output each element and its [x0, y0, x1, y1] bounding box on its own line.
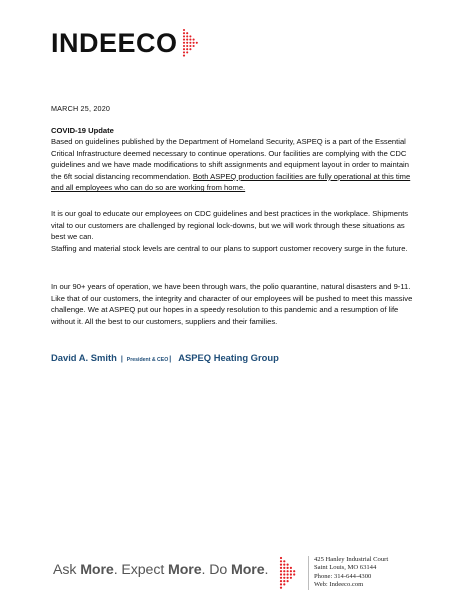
dot	[280, 557, 282, 559]
dot	[287, 573, 289, 575]
dot	[195, 42, 197, 44]
dot	[182, 48, 184, 50]
dot	[280, 567, 282, 569]
address-line: Web: Indeeco.com	[314, 581, 364, 589]
paragraph-history: In our 90+ years of operation, we have been through wars, the polio quarantine, natural disasters and 9-11. Like that of our customers, the integrity and character of our employees will be pushed to meet this massive challenge. We at ASPEQ put our hopes in a speedy resolution to this pandemic and a resumption of life without it. All the best to our customers, suppliers and their families.	[51, 282, 413, 326]
dot	[186, 42, 188, 44]
dot	[186, 35, 188, 37]
signature-separator: |	[169, 356, 172, 363]
tagline-emphasis: More	[80, 562, 114, 578]
dot	[280, 564, 282, 566]
dot	[283, 560, 285, 562]
dot	[189, 42, 191, 44]
paragraph-education-b: Staffing and material stock levels are central to our plans to support customer recovery surge in the future.	[51, 243, 408, 253]
footer-dot-arrow-icon	[279, 556, 303, 590]
dot	[186, 39, 188, 41]
dot	[280, 587, 282, 589]
dot	[290, 577, 292, 579]
dot	[182, 51, 184, 53]
dot	[283, 583, 285, 585]
paragraph-operations-underlined: Both ASPEQ production facilities are fully operational at this time and all employees who can do so are working from home.	[51, 171, 411, 193]
address-line: 425 Hanley Industrial Court	[314, 556, 389, 563]
dot	[280, 580, 282, 582]
letter-heading: COVID-19 Update	[51, 126, 114, 135]
dot	[182, 39, 184, 41]
dot	[280, 560, 282, 562]
dot	[192, 42, 194, 44]
dot	[182, 29, 184, 31]
tagline-emphasis: More	[230, 562, 265, 578]
dot	[283, 570, 285, 572]
dot	[189, 35, 191, 37]
tagline-part: .	[264, 562, 269, 578]
dot	[287, 570, 289, 572]
dot	[182, 35, 184, 37]
footer-address	[314, 556, 388, 590]
paragraph-education	[51, 208, 415, 254]
dot	[186, 48, 188, 50]
logo-wordmark: INDEECO	[51, 27, 178, 58]
tagline-part: . Do	[201, 562, 231, 578]
address-line: Saint Louis, MO 63144	[314, 564, 377, 572]
dot	[280, 573, 282, 575]
dot	[182, 32, 184, 34]
dot	[290, 567, 292, 569]
dot	[287, 580, 289, 582]
dot	[182, 55, 184, 57]
paragraph-education-a: It is our goal to educate our employees on CDC guidelines and best practices in the workplace. Shipments vital to our customers are challenged by regional lock-downs, but we will work through these situations as best we can.	[51, 209, 409, 242]
dot	[283, 567, 285, 569]
dot	[192, 39, 194, 41]
dot	[283, 577, 285, 579]
tagline-part: Ask	[53, 562, 81, 578]
dot	[182, 42, 184, 44]
letter-date: MARCH 25, 2020	[51, 104, 111, 113]
dot	[186, 32, 188, 34]
tagline-part: . Expect	[113, 562, 169, 578]
dot	[189, 45, 191, 47]
dot	[287, 577, 289, 579]
company-logo	[51, 28, 208, 58]
dot	[283, 573, 285, 575]
dot	[290, 570, 292, 572]
paragraph-operations	[51, 136, 415, 194]
address-line: Phone: 314-644-4300	[314, 572, 372, 580]
dot	[283, 564, 285, 566]
tagline-emphasis: More	[168, 562, 202, 578]
footer-tagline	[53, 562, 268, 578]
dot	[186, 51, 188, 53]
dot	[280, 577, 282, 579]
dot	[283, 580, 285, 582]
dot	[186, 45, 188, 47]
signer-role: President & CEO	[126, 357, 169, 363]
dot	[287, 564, 289, 566]
footer-divider	[308, 556, 309, 590]
dot	[189, 48, 191, 50]
dot	[280, 583, 282, 585]
dot	[293, 570, 295, 572]
logo-dot-arrow-icon	[182, 28, 208, 58]
dot	[287, 567, 289, 569]
signer-name: David A. Smith	[51, 352, 117, 363]
dot	[192, 45, 194, 47]
signature-line	[51, 352, 279, 363]
signature-separator: |	[120, 356, 123, 363]
dot	[293, 573, 295, 575]
dot	[189, 39, 191, 41]
dot	[280, 570, 282, 572]
signer-company: ASPEQ Heating Group	[178, 352, 279, 363]
dot	[182, 45, 184, 47]
dot	[290, 573, 292, 575]
paragraph-operations-main: Based on guidelines published by the Department of Homeland Security, ASPEQ is a part of the Essential Critical Infrastructure deemed necessary to continue operations. Our facilities are complying with the CDC guidelines and we have made modifications to shift assignments and equipment layout in order to maintain the 6ft social distancing recommendation.	[51, 137, 409, 181]
